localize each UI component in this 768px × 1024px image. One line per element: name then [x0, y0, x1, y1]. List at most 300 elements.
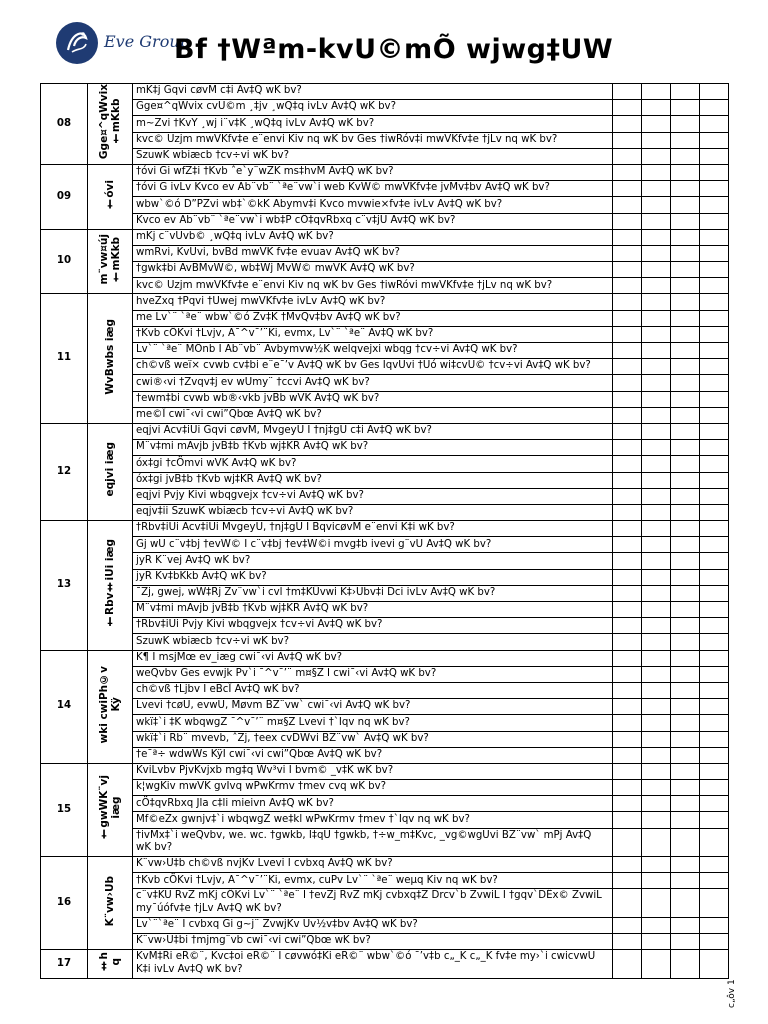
- checkbox-cell[interactable]: [642, 602, 671, 618]
- checklist-row: [41, 812, 729, 828]
- checkbox-cell[interactable]: [642, 472, 671, 488]
- checkbox-cell[interactable]: [613, 796, 642, 812]
- checkbox-cell[interactable]: [671, 553, 700, 569]
- section-label-cell: [88, 164, 133, 229]
- checklist-question: KviLvbv PjvKvjxb mg‡q Wv³vi I bvm© _v‡K wK bv?: [133, 763, 613, 779]
- checkbox-cell[interactable]: [642, 375, 671, 391]
- checkbox-cell[interactable]: [700, 310, 729, 326]
- checklist-question: cwi®‹vi †Zvqv‡j ev wUmy¨ †ccvi Av‡Q wK bv?: [133, 375, 613, 391]
- checklist-question: wbw`©ó D”PZvi wb‡`©kK Abymv‡i Kvco mvwie×fv‡e ivLv Av‡Q wK bv?: [133, 197, 613, 213]
- checkbox-cell[interactable]: [671, 618, 700, 634]
- checkbox-cell[interactable]: [700, 148, 729, 164]
- checkbox-cell[interactable]: [700, 780, 729, 796]
- checklist-row: [41, 933, 729, 949]
- checkbox-cell[interactable]: [613, 456, 642, 472]
- checkbox-cell[interactable]: [671, 213, 700, 229]
- checkbox-cell[interactable]: [613, 731, 642, 747]
- checkbox-cell[interactable]: [642, 796, 671, 812]
- checklist-question: ¯Zj, gwej, wW‡Rj Zv¨vw`i cvl †m‡KÛvwi K‡›Ubv‡i Dci ivLv Av‡Q wK bv?: [133, 585, 613, 601]
- checkbox-cell[interactable]: [642, 391, 671, 407]
- checklist-row: [41, 197, 729, 213]
- checkbox-cell[interactable]: [642, 585, 671, 601]
- checkbox-cell[interactable]: [642, 650, 671, 666]
- checkbox-cell[interactable]: [671, 585, 700, 601]
- checkbox-cell[interactable]: [671, 343, 700, 359]
- checkbox-cell[interactable]: [700, 100, 729, 116]
- checklist-question: cÖ‡qvRbxq Jla c‡li mieivn Av‡Q wK bv?: [133, 796, 613, 812]
- checklist-question: SzuwK wbiæcb †cv÷vi wK bv?: [133, 634, 613, 650]
- section-label-cell: [88, 521, 133, 651]
- checkbox-cell[interactable]: [642, 747, 671, 763]
- checkbox-cell[interactable]: [700, 181, 729, 197]
- checkbox-cell[interactable]: [613, 262, 642, 278]
- section-number: 10: [41, 229, 88, 294]
- checkbox-cell[interactable]: [642, 423, 671, 439]
- checklist-question: wkï‡`i ‡K wbqwgZ ¯^v¯’¨ m¤§Z Lvevi †`Iqv nq wK bv?: [133, 715, 613, 731]
- checkbox-cell[interactable]: [613, 585, 642, 601]
- checkbox-cell[interactable]: [642, 873, 671, 889]
- section-label-cell: [88, 650, 133, 763]
- checkbox-cell[interactable]: [700, 699, 729, 715]
- checkbox-cell[interactable]: [700, 84, 729, 100]
- checklist-question: †gwk‡bi AvBMvW©, wb‡Wj MvW© mwVK Av‡Q wK bv?: [133, 262, 613, 278]
- checkbox-cell[interactable]: [700, 618, 729, 634]
- checkbox-cell[interactable]: [700, 585, 729, 601]
- checkbox-cell[interactable]: [613, 650, 642, 666]
- checklist-question: óx‡gi jvB‡b †Kvb wj‡KR Av‡Q wK bv?: [133, 472, 613, 488]
- section-label: m¨vw¤új †mKkb: [98, 234, 122, 285]
- checklist-question: †e¯ª÷ wdwWs KÿI cwi¯‹vi cwi”Qbœ Av‡Q wK bv?: [133, 747, 613, 763]
- checkbox-cell[interactable]: [700, 488, 729, 504]
- checklist-question: †Kvb cÖKvi †Lvjv, A¯^v¯’¨Ki, evmx, cuPv Lv`¨ `ªe¨ weµq Kiv nq wK bv?: [133, 873, 613, 889]
- checkbox-cell[interactable]: [642, 682, 671, 698]
- checkbox-cell[interactable]: [613, 100, 642, 116]
- checkbox-cell[interactable]: [671, 504, 700, 520]
- checkbox-cell[interactable]: [613, 278, 642, 294]
- checklist-question: Gj wU c¨v‡bj †evW© I c¨v‡bj †ev‡W©i mvg‡b ivevi g¨vU Av‡Q wK bv?: [133, 537, 613, 553]
- checkbox-cell[interactable]: [613, 423, 642, 439]
- checkbox-cell[interactable]: [700, 634, 729, 650]
- checkbox-cell[interactable]: [700, 456, 729, 472]
- checkbox-cell[interactable]: [700, 326, 729, 342]
- checkbox-cell[interactable]: [642, 245, 671, 261]
- checklist-question: Gge¤^qWvix cvU©m ¸‡jv ¸wQ‡q ivLv Av‡Q wK bv?: [133, 100, 613, 116]
- checkbox-cell[interactable]: [671, 933, 700, 949]
- checkbox-cell[interactable]: [642, 359, 671, 375]
- checkbox-cell[interactable]: [613, 682, 642, 698]
- checklist-row: [41, 950, 729, 978]
- checkbox-cell[interactable]: [671, 84, 700, 100]
- checklist-row: [41, 796, 729, 812]
- checkbox-cell[interactable]: [671, 889, 700, 917]
- checkbox-cell[interactable]: [642, 504, 671, 520]
- checkbox-cell[interactable]: [700, 294, 729, 310]
- checkbox-cell[interactable]: [642, 278, 671, 294]
- checklist-question: eqjvi Pvjy Kivi wbqgvejx †cv÷vi Av‡Q wK bv?: [133, 488, 613, 504]
- checklist-row: [41, 537, 729, 553]
- checkbox-cell[interactable]: [613, 521, 642, 537]
- checkbox-cell[interactable]: [671, 229, 700, 245]
- checkbox-cell[interactable]: [613, 326, 642, 342]
- checkbox-cell[interactable]: [671, 796, 700, 812]
- checkbox-cell[interactable]: [671, 423, 700, 439]
- checkbox-cell[interactable]: [642, 116, 671, 132]
- checkbox-cell[interactable]: [671, 731, 700, 747]
- checklist-question: ch©vß weï× cvwb cv‡bi e¨e¯’v Av‡Q wK bv Ges IqvUvi †Uó wi‡cvU© †cv÷vi Av‡Q wK bv?: [133, 359, 613, 375]
- checkbox-cell[interactable]: [671, 294, 700, 310]
- checklist-question: c¨v‡KU RvZ mKj cÖKvi Lv`¨ `ªe¨ I †evZj RvZ mKj cvbxq‡Z Drcv`b ZvwiL I †gqv`DËx© ZvwiL my¯úófv‡e †jLv Av‡Q wK bv?: [133, 889, 613, 917]
- checkbox-cell[interactable]: [700, 472, 729, 488]
- checkbox-cell[interactable]: [613, 504, 642, 520]
- checklist-question: SzuwK wbiæcb †cv÷vi wK bv?: [133, 148, 613, 164]
- checklist-row: [41, 873, 729, 889]
- checkbox-cell[interactable]: [671, 100, 700, 116]
- checkbox-cell[interactable]: [642, 889, 671, 917]
- checkbox-cell[interactable]: [613, 294, 642, 310]
- checkbox-cell[interactable]: [613, 537, 642, 553]
- checkbox-cell[interactable]: [671, 262, 700, 278]
- checkbox-cell[interactable]: [700, 440, 729, 456]
- checkbox-cell[interactable]: [700, 569, 729, 585]
- checkbox-cell[interactable]: [700, 262, 729, 278]
- checkbox-cell[interactable]: [700, 763, 729, 779]
- checkbox-cell[interactable]: [642, 569, 671, 585]
- checklist-row: [41, 310, 729, 326]
- checkbox-cell[interactable]: [700, 796, 729, 812]
- checkbox-cell[interactable]: [671, 917, 700, 933]
- checklist-row: [41, 521, 729, 537]
- checkbox-cell[interactable]: [700, 504, 729, 520]
- checkbox-cell[interactable]: [671, 375, 700, 391]
- checkbox-cell[interactable]: [700, 537, 729, 553]
- checkbox-cell[interactable]: [642, 84, 671, 100]
- checkbox-cell[interactable]: [642, 488, 671, 504]
- checkbox-cell[interactable]: [700, 917, 729, 933]
- checkbox-cell[interactable]: [642, 262, 671, 278]
- checkbox-cell[interactable]: [642, 456, 671, 472]
- checkbox-cell[interactable]: [613, 197, 642, 213]
- checkbox-cell[interactable]: [700, 521, 729, 537]
- checklist-question: weQvbv Ges evwjk Pv`i ¯^v¯’¨ m¤§Z I cwi¯‹vi Av‡Q wK bv?: [133, 666, 613, 682]
- checkbox-cell[interactable]: [671, 310, 700, 326]
- checkbox-cell[interactable]: [671, 763, 700, 779]
- checkbox-cell[interactable]: [700, 116, 729, 132]
- checklist-row: [41, 763, 729, 779]
- checkbox-cell[interactable]: [613, 634, 642, 650]
- checkbox-cell[interactable]: [671, 181, 700, 197]
- checkbox-cell[interactable]: [613, 618, 642, 634]
- checkbox-cell[interactable]: [671, 747, 700, 763]
- checkbox-cell[interactable]: [671, 472, 700, 488]
- checkbox-cell[interactable]: [671, 602, 700, 618]
- checklist-row: [41, 828, 729, 856]
- checkbox-cell[interactable]: [671, 634, 700, 650]
- checkbox-cell[interactable]: [700, 423, 729, 439]
- checkbox-cell[interactable]: [642, 553, 671, 569]
- checklist-question: KvM‡Ri eR©¨, Kvc‡oi eR©¨ I cøvwó‡Ki eR©¨ wbw`©ó ¯’v‡b c„_K c„_K fv‡e my›`i cwicvwU K‡i ivLv Av‡Q wK bv?: [133, 950, 613, 978]
- checkbox-cell[interactable]: [671, 950, 700, 978]
- checkbox-cell[interactable]: [700, 553, 729, 569]
- checkbox-cell[interactable]: [700, 950, 729, 978]
- checklist-question: †Kvb cÖKvi †Lvjv, A¯^v¯’¨Ki, evmx, Lv`¨ `ªe¨ Av‡Q wK bv?: [133, 326, 613, 342]
- checkbox-cell[interactable]: [613, 472, 642, 488]
- checkbox-cell[interactable]: [671, 537, 700, 553]
- checkbox-cell[interactable]: [613, 359, 642, 375]
- checkbox-cell[interactable]: [613, 950, 642, 978]
- checkbox-cell[interactable]: [671, 359, 700, 375]
- checkbox-cell[interactable]: [700, 812, 729, 828]
- checkbox-cell[interactable]: [642, 812, 671, 828]
- checklist-question: M¨v‡mi mAvjb jvB‡b †Kvb wj‡KR Av‡Q wK bv?: [133, 602, 613, 618]
- checkbox-cell[interactable]: [613, 828, 642, 856]
- section-number: 12: [41, 423, 88, 520]
- checkbox-cell[interactable]: [642, 213, 671, 229]
- checkbox-cell[interactable]: [613, 699, 642, 715]
- company-logo-icon: [56, 22, 98, 64]
- checklist-question: hveZxq †Pqvi †Uwej mwVKfv‡e ivLv Av‡Q wK bv?: [133, 294, 613, 310]
- checkbox-cell[interactable]: [613, 666, 642, 682]
- document-title: Bf †Wªm-kvU©mÕ wjwg‡UW: [174, 34, 614, 65]
- checkbox-cell[interactable]: [671, 828, 700, 856]
- checklist-row: [41, 488, 729, 504]
- checkbox-cell[interactable]: [700, 682, 729, 698]
- checkbox-cell[interactable]: [642, 343, 671, 359]
- checkbox-cell[interactable]: [613, 181, 642, 197]
- checklist-question: †Rbv‡iUi Pvjy Kivi wbqgvejx †cv÷vi Av‡Q wK bv?: [133, 618, 613, 634]
- checkbox-cell[interactable]: [613, 132, 642, 148]
- checkbox-cell[interactable]: [642, 521, 671, 537]
- checkbox-cell[interactable]: [613, 213, 642, 229]
- checkbox-cell[interactable]: [613, 84, 642, 100]
- checkbox-cell[interactable]: [700, 731, 729, 747]
- checkbox-cell[interactable]: [613, 917, 642, 933]
- checkbox-cell[interactable]: [671, 682, 700, 698]
- checkbox-cell[interactable]: [642, 828, 671, 856]
- section-label: wki cwiPh©v Kÿ: [98, 665, 122, 744]
- checkbox-cell[interactable]: [642, 537, 671, 553]
- checklist-question: †óvi Gi wfZ‡i †Kvb ˆe`y¨wZK ms‡hvM Av‡Q wK bv?: [133, 164, 613, 180]
- checklist-row: [41, 359, 729, 375]
- checkbox-cell[interactable]: [613, 148, 642, 164]
- checkbox-cell[interactable]: [671, 650, 700, 666]
- checkbox-cell[interactable]: [700, 213, 729, 229]
- checkbox-cell[interactable]: [700, 359, 729, 375]
- checkbox-cell[interactable]: [613, 164, 642, 180]
- section-label: ‡h q: [98, 951, 122, 972]
- checkbox-cell[interactable]: [613, 553, 642, 569]
- checkbox-cell[interactable]: [671, 699, 700, 715]
- checkbox-cell[interactable]: [671, 857, 700, 873]
- checkbox-cell[interactable]: [642, 407, 671, 423]
- checkbox-cell[interactable]: [671, 391, 700, 407]
- section-number: 11: [41, 294, 88, 424]
- checklist-row: [41, 84, 729, 100]
- checkbox-cell[interactable]: [700, 889, 729, 917]
- checkbox-cell[interactable]: [671, 456, 700, 472]
- checklist-question: M¨v‡mi mAvjb jvB‡b †Kvb wj‡KR Av‡Q wK bv?: [133, 440, 613, 456]
- section-label: †gwWK¨vj iæg: [98, 775, 122, 840]
- checklist-row: [41, 132, 729, 148]
- checklist-row: [41, 423, 729, 439]
- checkbox-cell[interactable]: [613, 602, 642, 618]
- checkbox-cell[interactable]: [613, 375, 642, 391]
- checkbox-cell[interactable]: [642, 857, 671, 873]
- checkbox-cell[interactable]: [700, 857, 729, 873]
- checklist-question: ch©vß †Ljbv I eBcÎ Av‡Q wK bv?: [133, 682, 613, 698]
- checkbox-cell[interactable]: [642, 310, 671, 326]
- checkbox-cell[interactable]: [671, 245, 700, 261]
- checkbox-cell[interactable]: [642, 132, 671, 148]
- checkbox-cell[interactable]: [613, 488, 642, 504]
- checkbox-cell[interactable]: [700, 873, 729, 889]
- checkbox-cell[interactable]: [613, 407, 642, 423]
- checkbox-cell[interactable]: [700, 666, 729, 682]
- checkbox-cell[interactable]: [700, 650, 729, 666]
- checkbox-cell[interactable]: [700, 132, 729, 148]
- checkbox-cell[interactable]: [613, 763, 642, 779]
- checkbox-cell[interactable]: [700, 828, 729, 856]
- checkbox-cell[interactable]: [642, 950, 671, 978]
- checkbox-cell[interactable]: [642, 100, 671, 116]
- checkbox-cell[interactable]: [671, 812, 700, 828]
- section-number: 08: [41, 84, 88, 165]
- checkbox-cell[interactable]: [700, 602, 729, 618]
- checkbox-cell[interactable]: [671, 569, 700, 585]
- checkbox-cell[interactable]: [613, 747, 642, 763]
- checklist-row: [41, 747, 729, 763]
- checklist-row: [41, 634, 729, 650]
- checklist-question: kvc© Uzjm mwVKfv‡e e¨envi Kiv nq wK bv Ges †iwRóv‡i mwVKfv‡e †jLv nq wK bv?: [133, 132, 613, 148]
- checklist-table: [40, 83, 729, 979]
- checkbox-cell[interactable]: [671, 715, 700, 731]
- checkbox-cell[interactable]: [642, 164, 671, 180]
- checkbox-cell[interactable]: [642, 294, 671, 310]
- section-label-cell: [88, 423, 133, 520]
- checkbox-cell[interactable]: [613, 245, 642, 261]
- checkbox-cell[interactable]: [642, 148, 671, 164]
- checkbox-cell[interactable]: [642, 780, 671, 796]
- checkbox-cell[interactable]: [613, 569, 642, 585]
- checkbox-cell[interactable]: [613, 933, 642, 949]
- section-number: 17: [41, 950, 88, 978]
- checkbox-cell[interactable]: [613, 780, 642, 796]
- checkbox-cell[interactable]: [700, 747, 729, 763]
- checklist-question: †óvi G ivLv Kvco ev Ab¨vb¨ `ªe¨vw`i web KvW© mwVKfv‡e jvMv‡bv Av‡Q wK bv?: [133, 181, 613, 197]
- checkbox-cell[interactable]: [642, 440, 671, 456]
- checklist-row: [41, 472, 729, 488]
- checkbox-cell[interactable]: [613, 857, 642, 873]
- checkbox-cell[interactable]: [700, 278, 729, 294]
- checkbox-cell[interactable]: [613, 229, 642, 245]
- checklist-row: [41, 343, 729, 359]
- checkbox-cell[interactable]: [700, 407, 729, 423]
- checklist-row: [41, 715, 729, 731]
- checklist-row: [41, 456, 729, 472]
- checkbox-cell[interactable]: [700, 715, 729, 731]
- checkbox-cell[interactable]: [642, 634, 671, 650]
- checkbox-cell[interactable]: [613, 873, 642, 889]
- checkbox-cell[interactable]: [613, 715, 642, 731]
- section-label: K¨vw›Ub: [104, 875, 116, 926]
- checkbox-cell[interactable]: [671, 873, 700, 889]
- checkbox-cell[interactable]: [642, 197, 671, 213]
- checklist-question: eqjvi Acv‡iUi Gqvi cøvM, MvgeyU I †nj‡gU c‡i Av‡Q wK bv?: [133, 423, 613, 439]
- checkbox-cell[interactable]: [613, 812, 642, 828]
- checkbox-cell[interactable]: [642, 229, 671, 245]
- checklist-row: [41, 731, 729, 747]
- checkbox-cell[interactable]: [642, 917, 671, 933]
- checkbox-cell[interactable]: [700, 933, 729, 949]
- checkbox-cell[interactable]: [700, 375, 729, 391]
- checkbox-cell[interactable]: [671, 488, 700, 504]
- page-number: c„ôv 1: [727, 979, 737, 1008]
- checkbox-cell[interactable]: [700, 229, 729, 245]
- checklist-row: [41, 602, 729, 618]
- section-label: †óvi: [104, 179, 116, 210]
- checkbox-cell[interactable]: [700, 343, 729, 359]
- checkbox-cell[interactable]: [642, 666, 671, 682]
- checklist-question: m~Zvi †KvY ¸wj i¨v‡K ¸wQ‡q ivLv Av‡Q wK bv?: [133, 116, 613, 132]
- checkbox-cell[interactable]: [671, 278, 700, 294]
- checkbox-cell[interactable]: [642, 933, 671, 949]
- checkbox-cell[interactable]: [613, 440, 642, 456]
- checkbox-cell[interactable]: [613, 391, 642, 407]
- checklist-row: [41, 504, 729, 520]
- checkbox-cell[interactable]: [671, 197, 700, 213]
- checkbox-cell[interactable]: [642, 699, 671, 715]
- checkbox-cell[interactable]: [671, 326, 700, 342]
- checkbox-cell[interactable]: [671, 148, 700, 164]
- checkbox-cell[interactable]: [671, 132, 700, 148]
- checkbox-cell[interactable]: [642, 181, 671, 197]
- checklist-row: [41, 889, 729, 917]
- checkbox-cell[interactable]: [613, 116, 642, 132]
- checkbox-cell[interactable]: [700, 245, 729, 261]
- checklist-row: [41, 780, 729, 796]
- checkbox-cell[interactable]: [671, 116, 700, 132]
- checkbox-cell[interactable]: [700, 197, 729, 213]
- checklist-row: [41, 857, 729, 873]
- checkbox-cell[interactable]: [671, 666, 700, 682]
- checkbox-cell[interactable]: [671, 521, 700, 537]
- checkbox-cell[interactable]: [613, 343, 642, 359]
- checkbox-cell[interactable]: [671, 780, 700, 796]
- checkbox-cell[interactable]: [671, 164, 700, 180]
- checkbox-cell[interactable]: [671, 407, 700, 423]
- checkbox-cell[interactable]: [642, 326, 671, 342]
- checkbox-cell[interactable]: [642, 618, 671, 634]
- checkbox-cell[interactable]: [613, 889, 642, 917]
- checklist-question: jyR Kv‡bKkb Av‡Q wK bv?: [133, 569, 613, 585]
- checklist-row: [41, 569, 729, 585]
- checklist-question: K¨vw›U‡b ch©vß nvjKv Lvevi I cvbxq Av‡Q wK bv?: [133, 857, 613, 873]
- checklist-row: [41, 213, 729, 229]
- checkbox-cell[interactable]: [671, 440, 700, 456]
- checklist-row: [41, 326, 729, 342]
- section-number: 09: [41, 164, 88, 229]
- checklist-row: [41, 666, 729, 682]
- checkbox-cell[interactable]: [700, 164, 729, 180]
- checklist-question: Lvevi †cøU, evwU, Møvm BZ¨vw` cwi¯‹vi Av‡Q wK bv?: [133, 699, 613, 715]
- checklist-question: K¶ I msjMœ ev_iæg cwi¯‹vi Av‡Q wK bv?: [133, 650, 613, 666]
- checkbox-cell[interactable]: [613, 310, 642, 326]
- checkbox-cell[interactable]: [700, 391, 729, 407]
- checkbox-cell[interactable]: [642, 731, 671, 747]
- checklist-row: [41, 278, 729, 294]
- checkbox-cell[interactable]: [642, 763, 671, 779]
- section-label-cell: [88, 763, 133, 856]
- checkbox-cell[interactable]: [642, 715, 671, 731]
